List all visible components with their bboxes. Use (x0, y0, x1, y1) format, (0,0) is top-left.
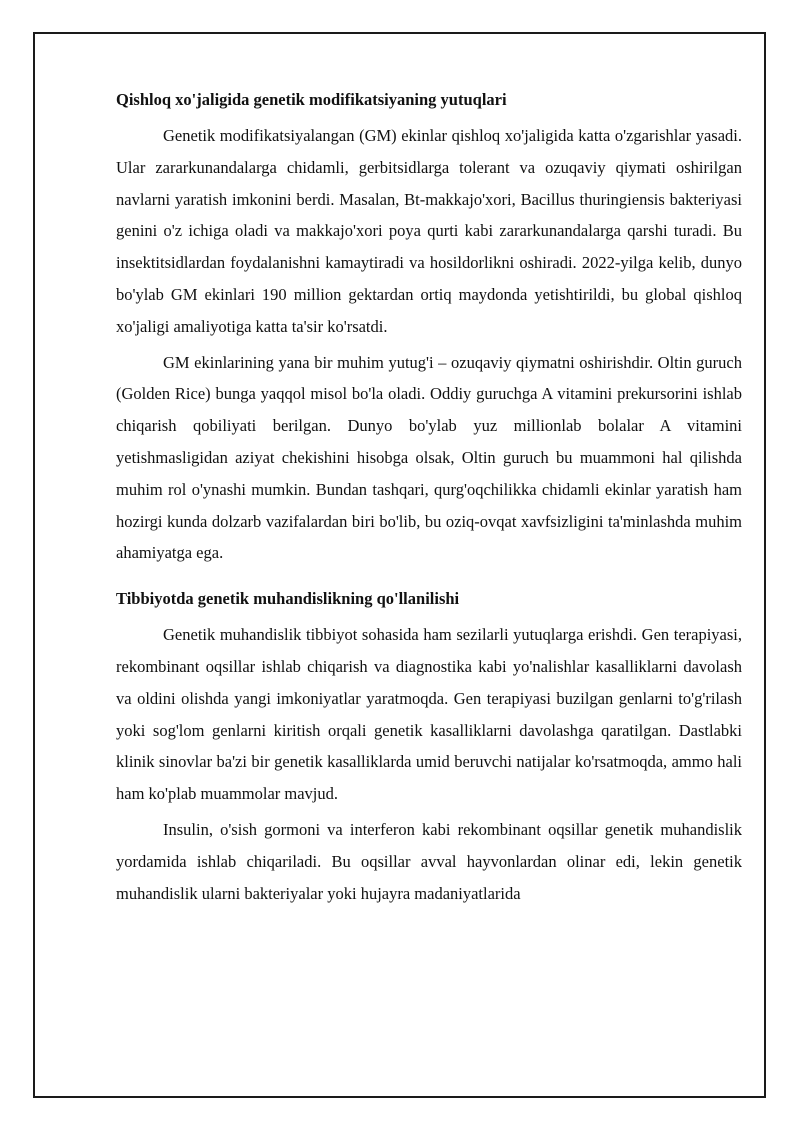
paragraph-recombinant-proteins: Insulin, o'sish gormoni va interferon kabi rekombinant oqsillar genetik muhandislik yordamida ishlab chiqariladi. Bu oqsillar avval hayvonlardan olinar edi, lekin genetik muhandislik ularni bakteriyalar yoki hujayra madaniyatlarida (116, 819, 742, 903)
paragraph-golden-rice: GM ekinlarining yana bir muhim yutug'i – ozuqaviy qiymatni oshirishdir. Oltin guruch (Golden Rice) bunga yaqqol misol bo'la oladi. Oddiy guruchga A vitamini prekursorini ishlab chiqarish qobiliyati berilgan. Dunyo bo'ylab yuz millionlab bolalar A vitamini yetishmasligidan aziyat chekishini hisobga olsak, Oltin guruch bu muammoni hal qilishda muhim rol o'ynashi mumkin. Bundan tashqari, qurg'oqchilikka chidamli ekinlar yaratish ham hozirgi kunda dolzarb vazifalardan biri bo'lib, bu oziq-ovqat xavfsizligini ta'minlashda muhim ahamiyatga ega. (116, 352, 742, 563)
paragraph-gene-therapy: Genetik muhandislik tibbiyot sohasida ham sezilarli yutuqlarga erishdi. Gen terapiyasi, rekombinant oqsillar ishlab chiqarish va diagnostika kabi yo'nalishlar kasalliklarni davolash va oldini olishda yangi imkoniyatlar yaratmoqda. Gen terapiyasi buzilgan genlarni to'g'rilash yoki sog'lom genlarni kiritish orqali genetik kasalliklarni davolashga qaratilgan. Dastlabki klinik sinovlar ba'zi bir genetik kasalliklarda umid beruvchi natijalar ko'rsatmoqda, ammo hali ham ko'plab muammolar mavjud. (116, 625, 742, 804)
section-heading-agriculture: Qishloq xo'jaligida genetik modifikatsiyaning yutuqlari (116, 90, 507, 109)
paragraph-gm-crops: Genetik modifikatsiyalangan (GM) ekinlar qishloq xo'jaligida katta o'zgarishlar yasadi. Ular zararkunandalarga chidamli, gerbitsidlarga tolerant va ozuqaviy qiymati oshirilgan navlarni yaratish imkonini berdi. Masalan, Bt-makkajo'xori, Bacillus thuringiensis bakteriyasi genini o'z ichiga oladi va makkajo'xori poya qurti kabi zararkunandalarga qarshi turadi. Bu insektitsidlardan foydalanishni kamaytiradi va hosildorlikni oshiradi. 2022-yilga kelib, dunyo bo'ylab GM ekinlari 190 million gektardan ortiq maydonda yetishtirildi, bu global qishloq xo'jaligi amaliyotiga katta ta'sir ko'rsatdi. (116, 126, 742, 336)
document-body (116, 84, 742, 913)
section-heading-medicine: Tibbiyotda genetik muhandislikning qo'llanilishi (116, 589, 460, 609)
